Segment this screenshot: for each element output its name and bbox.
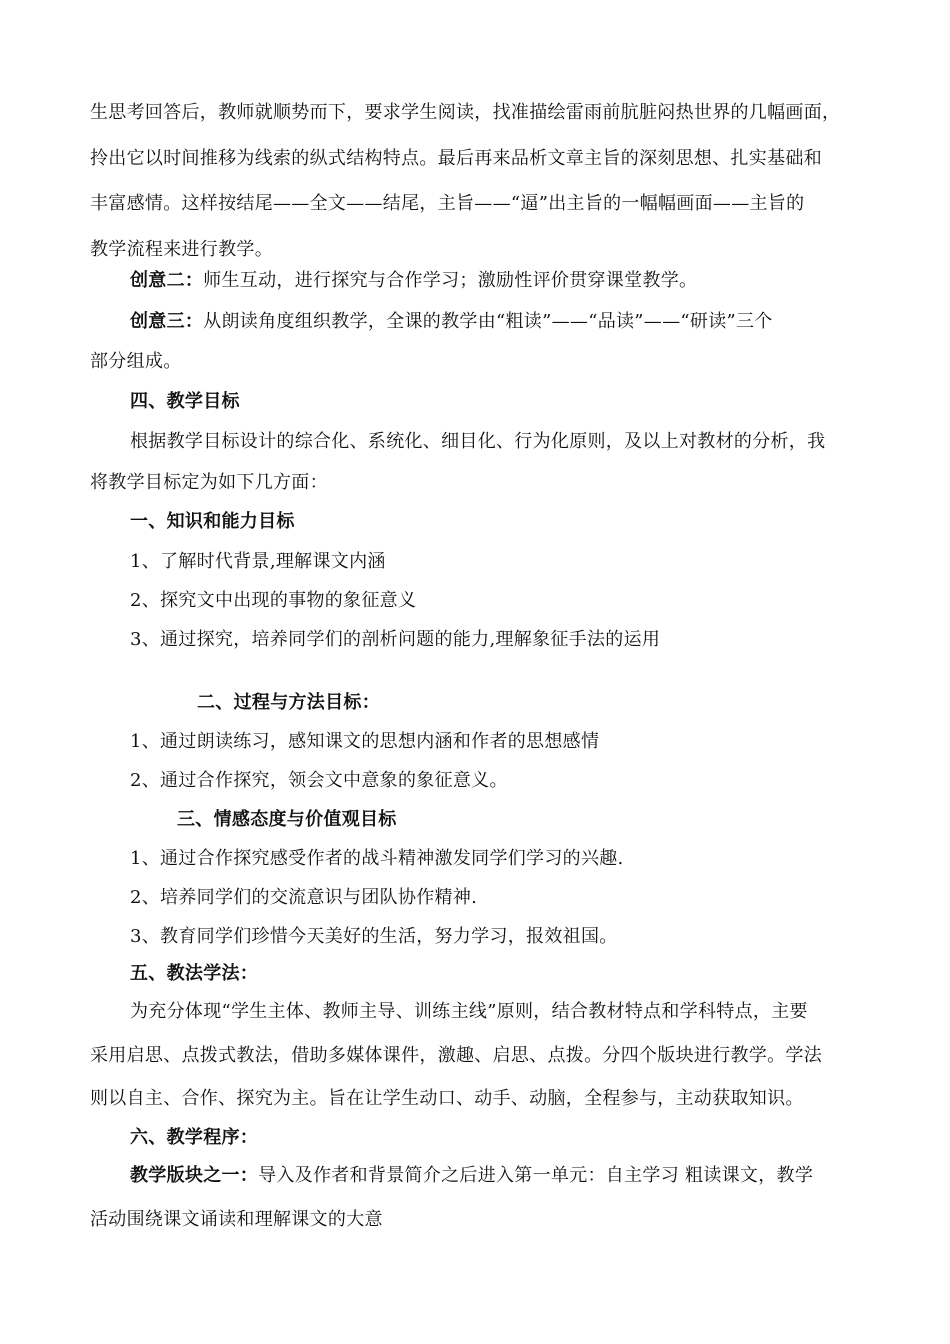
- idea-three-label: 创意三：: [130, 311, 204, 332]
- body-line: 为充分体现“学生主体、教师主导、训练主线”原则，结合教材特点和学科特点，主要: [130, 1001, 808, 1022]
- section-heading-procedure: 六、教学程序：: [130, 1127, 259, 1148]
- list-item: 1、通过合作探究感受作者的战斗精神激发同学们学习的兴趣.: [130, 848, 624, 869]
- body-line: 生思考回答后，教师就顺势而下，要求学生阅读，找准描绘雷雨前肮脏闷热世界的几幅画面，: [90, 102, 841, 123]
- body-line: 采用启思、点拨式教法，借助多媒体课件，激趣、启思、点拨。分四个版块进行教学。学法: [90, 1045, 822, 1066]
- body-line: 丰富感情。这样按结尾——全文——结尾，主旨——“逼”出主旨的一幅幅画面——主旨的: [90, 193, 805, 214]
- list-item: 2、探究文中出现的事物的象征意义: [130, 590, 417, 611]
- subheading-emotion: 三、情感态度与价值观目标: [177, 809, 397, 830]
- body-line: 将教学目标定为如下几方面：: [90, 472, 328, 493]
- idea-two-text: 师生互动，进行探究与合作学习；激励性评价贯穿课堂教学。: [203, 270, 698, 291]
- block-one-text: 导入及作者和背景简介之后进入第一单元：自主学习 粗读课文，教学: [258, 1165, 814, 1186]
- idea-three-text: 从朗读角度组织教学，全课的教学由“粗读”——“品读”——“研读”三个: [203, 311, 773, 332]
- body-line: 部分组成。: [90, 351, 182, 372]
- body-line: 活动围绕课文诵读和理解课文的大意: [90, 1209, 383, 1230]
- subheading-knowledge: 一、知识和能力目标: [130, 511, 295, 532]
- body-line: 则以自主、合作、探究为主。旨在让学生动口、动手、动脑，全程参与，主动获取知识。: [90, 1088, 804, 1109]
- body-line: 教学流程来进行教学。: [90, 239, 273, 260]
- idea-two-paragraph: [130, 268, 697, 294]
- subheading-process: 二、过程与方法目标：: [197, 692, 380, 713]
- section-heading-methods: 五、教法学法：: [130, 963, 259, 984]
- list-item: 1、了解时代背景,理解课文内涵: [130, 551, 386, 572]
- block-one-label: 教学版块之一：: [130, 1165, 259, 1186]
- list-item: 1、通过朗读练习，感知课文的思想内涵和作者的思想感情: [130, 731, 600, 752]
- list-item: 2、通过合作探究，领会文中意象的象征意义。: [130, 770, 508, 791]
- body-line: 拎出它以时间推移为线索的纵式结构特点。最后再来品析文章主旨的深刻思想、扎实基础和: [90, 148, 822, 169]
- body-line: 根据教学目标设计的综合化、系统化、细目化、行为化原则，及以上对教材的分析，我: [130, 431, 826, 452]
- list-item: 3、通过探究，培养同学们的剖析问题的能力,理解象征手法的运用: [130, 629, 661, 650]
- section-heading-objectives: 四、教学目标: [130, 391, 240, 412]
- idea-three-paragraph: [130, 309, 773, 335]
- list-item: 2、培养同学们的交流意识与团队协作精神.: [130, 887, 478, 908]
- idea-two-label: 创意二：: [130, 270, 204, 291]
- list-item: 3、教育同学们珍惜今天美好的生活，努力学习，报效祖国。: [130, 926, 618, 947]
- block-one-paragraph: [130, 1163, 813, 1189]
